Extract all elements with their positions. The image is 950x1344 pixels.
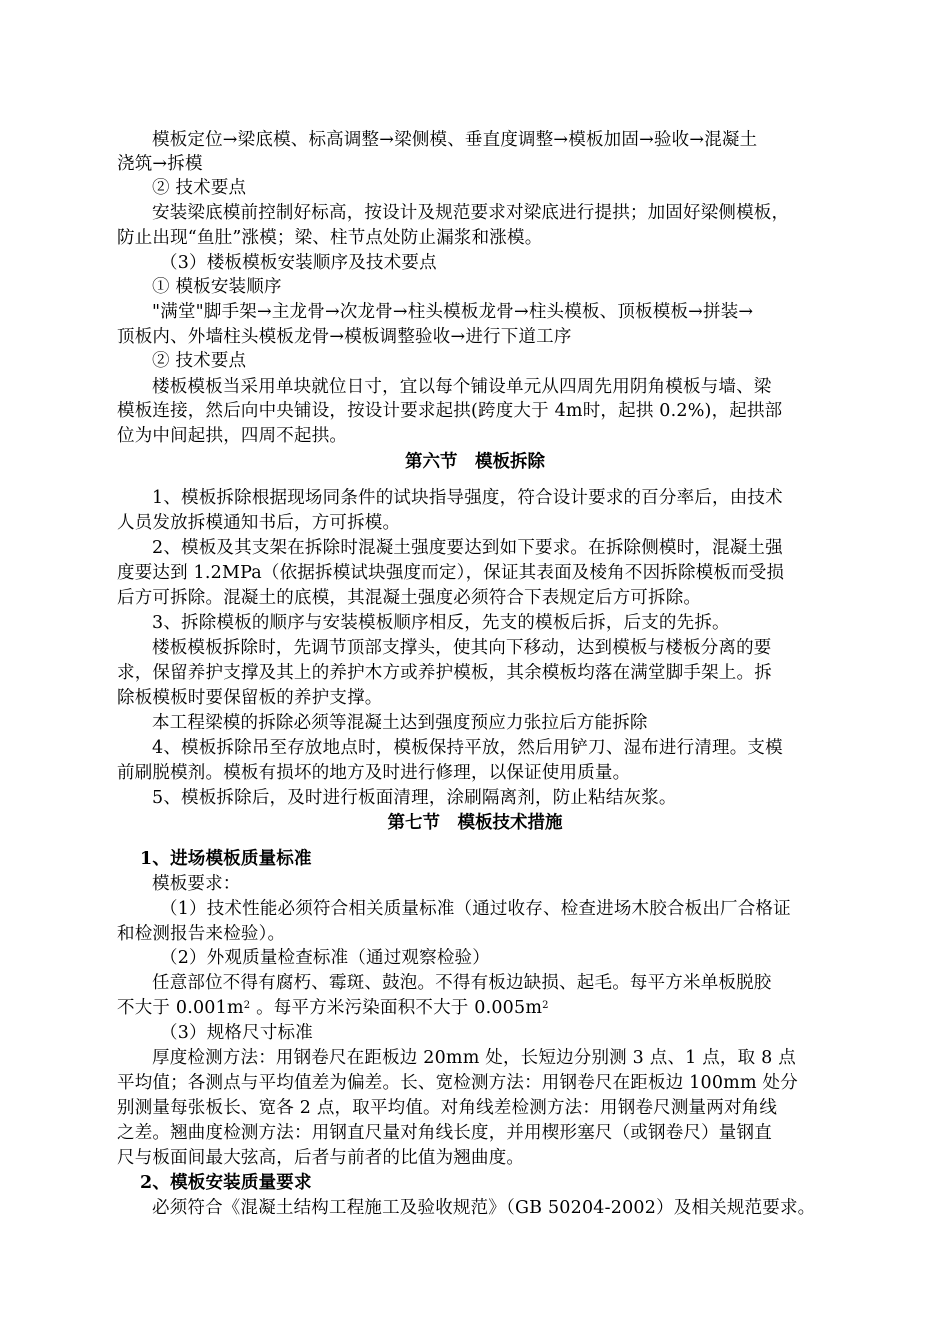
paragraph-line: 模板连接，然后向中央铺设，按设计要求起拱(跨度大于 4m时，起拱 0.2%)，起拱部 [117,401,783,421]
paragraph-line: （1）技术性能必须符合相关质量标准（通过收存、检查进场木胶合板出厂合格证 [160,899,791,919]
paragraph-line: 模板要求： [152,874,241,894]
paragraph-line: 安装梁底模前控制好标高，按设计及规范要求对梁底进行提拱；加固好梁侧模板， [152,203,790,223]
paragraph-line: 之差。翘曲度检测方法：用钢直尺量对角线长度，并用楔形塞尺（或钢卷尺）量钢直 [117,1123,772,1143]
paragraph-line: 本工程梁模的拆除必须等混凝土达到强度预应力张拉后方能拆除 [152,713,648,733]
paragraph-line: 模板定位→梁底模、标高调整→梁侧模、垂直度调整→模板加固→验收→混凝土 [152,130,758,150]
paragraph-line: 平均值；各测点与平均值差为偏差。长、宽检测方法：用钢卷尺在距板边 100mm 处分 [117,1073,798,1093]
section-heading-6: 第六节 模板拆除 [405,452,545,472]
subheading: 1、进场模板质量标准 [140,849,312,869]
paragraph-line: 1、模板拆除根据现场同条件的试块指导强度，符合设计要求的百分率后，由技术 [152,488,783,508]
paragraph-line: 不大于 $0.001m^2$ 。每平方米污染面积不大于 $0.005m^2$ [117,998,549,1018]
paragraph-line: （2）外观质量检查标准（通过观察检验） [160,948,490,968]
section-heading-7: 第七节 模板技术措施 [387,813,563,833]
paragraph-line: 2、模板及其支架在拆除时混凝土强度要达到如下要求。在拆除侧模时，混凝土强 [152,538,783,558]
paragraph-line: 顶板内、外墙柱头模板龙骨→模板调整验收→进行下道工序 [117,327,572,347]
paragraph-line: ② 技术要点 [152,178,247,198]
paragraph-line: 厚度检测方法：用钢卷尺在距板边 20mm 处，长短边分别测 3 点、1 点，取 8 点 [152,1048,796,1068]
paragraph-line: 除板模板时要保留板的养护支撑。 [117,688,383,708]
subheading: 2、模板安装质量要求 [140,1173,312,1193]
paragraph-line: 度要达到 1.2MPa（依据拆模试块强度而定），保证其表面及棱角不因拆除模板而受损 [117,563,785,583]
paragraph-line: 防止出现“鱼肚”涨模；梁、柱节点处防止漏浆和涨模。 [117,228,543,248]
paragraph-line: 楼板模板当采用单块就位日寸，宜以每个铺设单元从四周先用阴角模板与墙、梁 [152,377,772,397]
paragraph-line: ② 技术要点 [152,351,247,371]
paragraph-line: 后方可拆除。混凝土的底模，其混凝土强度必须符合下表规定后方可拆除。 [117,588,702,608]
paragraph-line: ① 模板安装顺序 [152,277,282,297]
paragraph-line: 必须符合《混凝土结构工程施工及验收规范》（GB 50204-2002）及相关规范要求。 [152,1198,816,1218]
paragraph-line: "满堂"脚手架→主龙骨→次龙骨→柱头模板龙骨→柱头模板、顶板模板→拼装→ [152,302,754,322]
paragraph-line: （3）规格尺寸标准 [160,1023,313,1043]
paragraph-line: 别测量每张板长、宽各 2 点，取平均值。对角线差检测方法：用钢卷尺测量两对角线 [117,1098,778,1118]
paragraph-line: 楼板模板拆除时，先调节顶部支撑头，使其向下移动，达到模板与楼板分离的要 [152,638,772,658]
paragraph-line: 浇筑→拆模 [117,154,203,174]
paragraph-line: 5、模板拆除后，及时进行板面清理，涂刷隔离剂，防止粘结灰浆。 [152,788,677,808]
paragraph-line: 和检测报告来检验）。 [117,924,286,944]
paragraph-line: 人员发放拆模通知书后，方可拆模。 [117,513,401,533]
paragraph-line: 前刷脱模剂。模板有损坏的地方及时进行修理，以保证使用质量。 [117,763,631,783]
paragraph-line: 求，保留养护支撑及其上的养护木方或养护模板，其余模板均落在满堂脚手架上。拆 [117,663,772,683]
paragraph-line: 任意部位不得有腐朽、霉斑、鼓泡。不得有板边缺损、起毛。每平方米单板脱胶 [152,973,772,993]
paragraph-line: 4、模板拆除吊至存放地点时，模板保持平放，然后用铲刀、湿布进行清理。支模 [152,738,783,758]
paragraph-line: 位为中间起拱，四周不起拱。 [117,426,348,446]
paragraph-line: 3、拆除模板的顺序与安装模板顺序相反，先支的模板后拆，后支的先拆。 [152,613,730,633]
paragraph-line: （3）楼板模板安装顺序及技术要点 [160,253,437,273]
paragraph-line: 尺与板面间最大弦高，后者与前者的比值为翘曲度。 [117,1148,525,1168]
